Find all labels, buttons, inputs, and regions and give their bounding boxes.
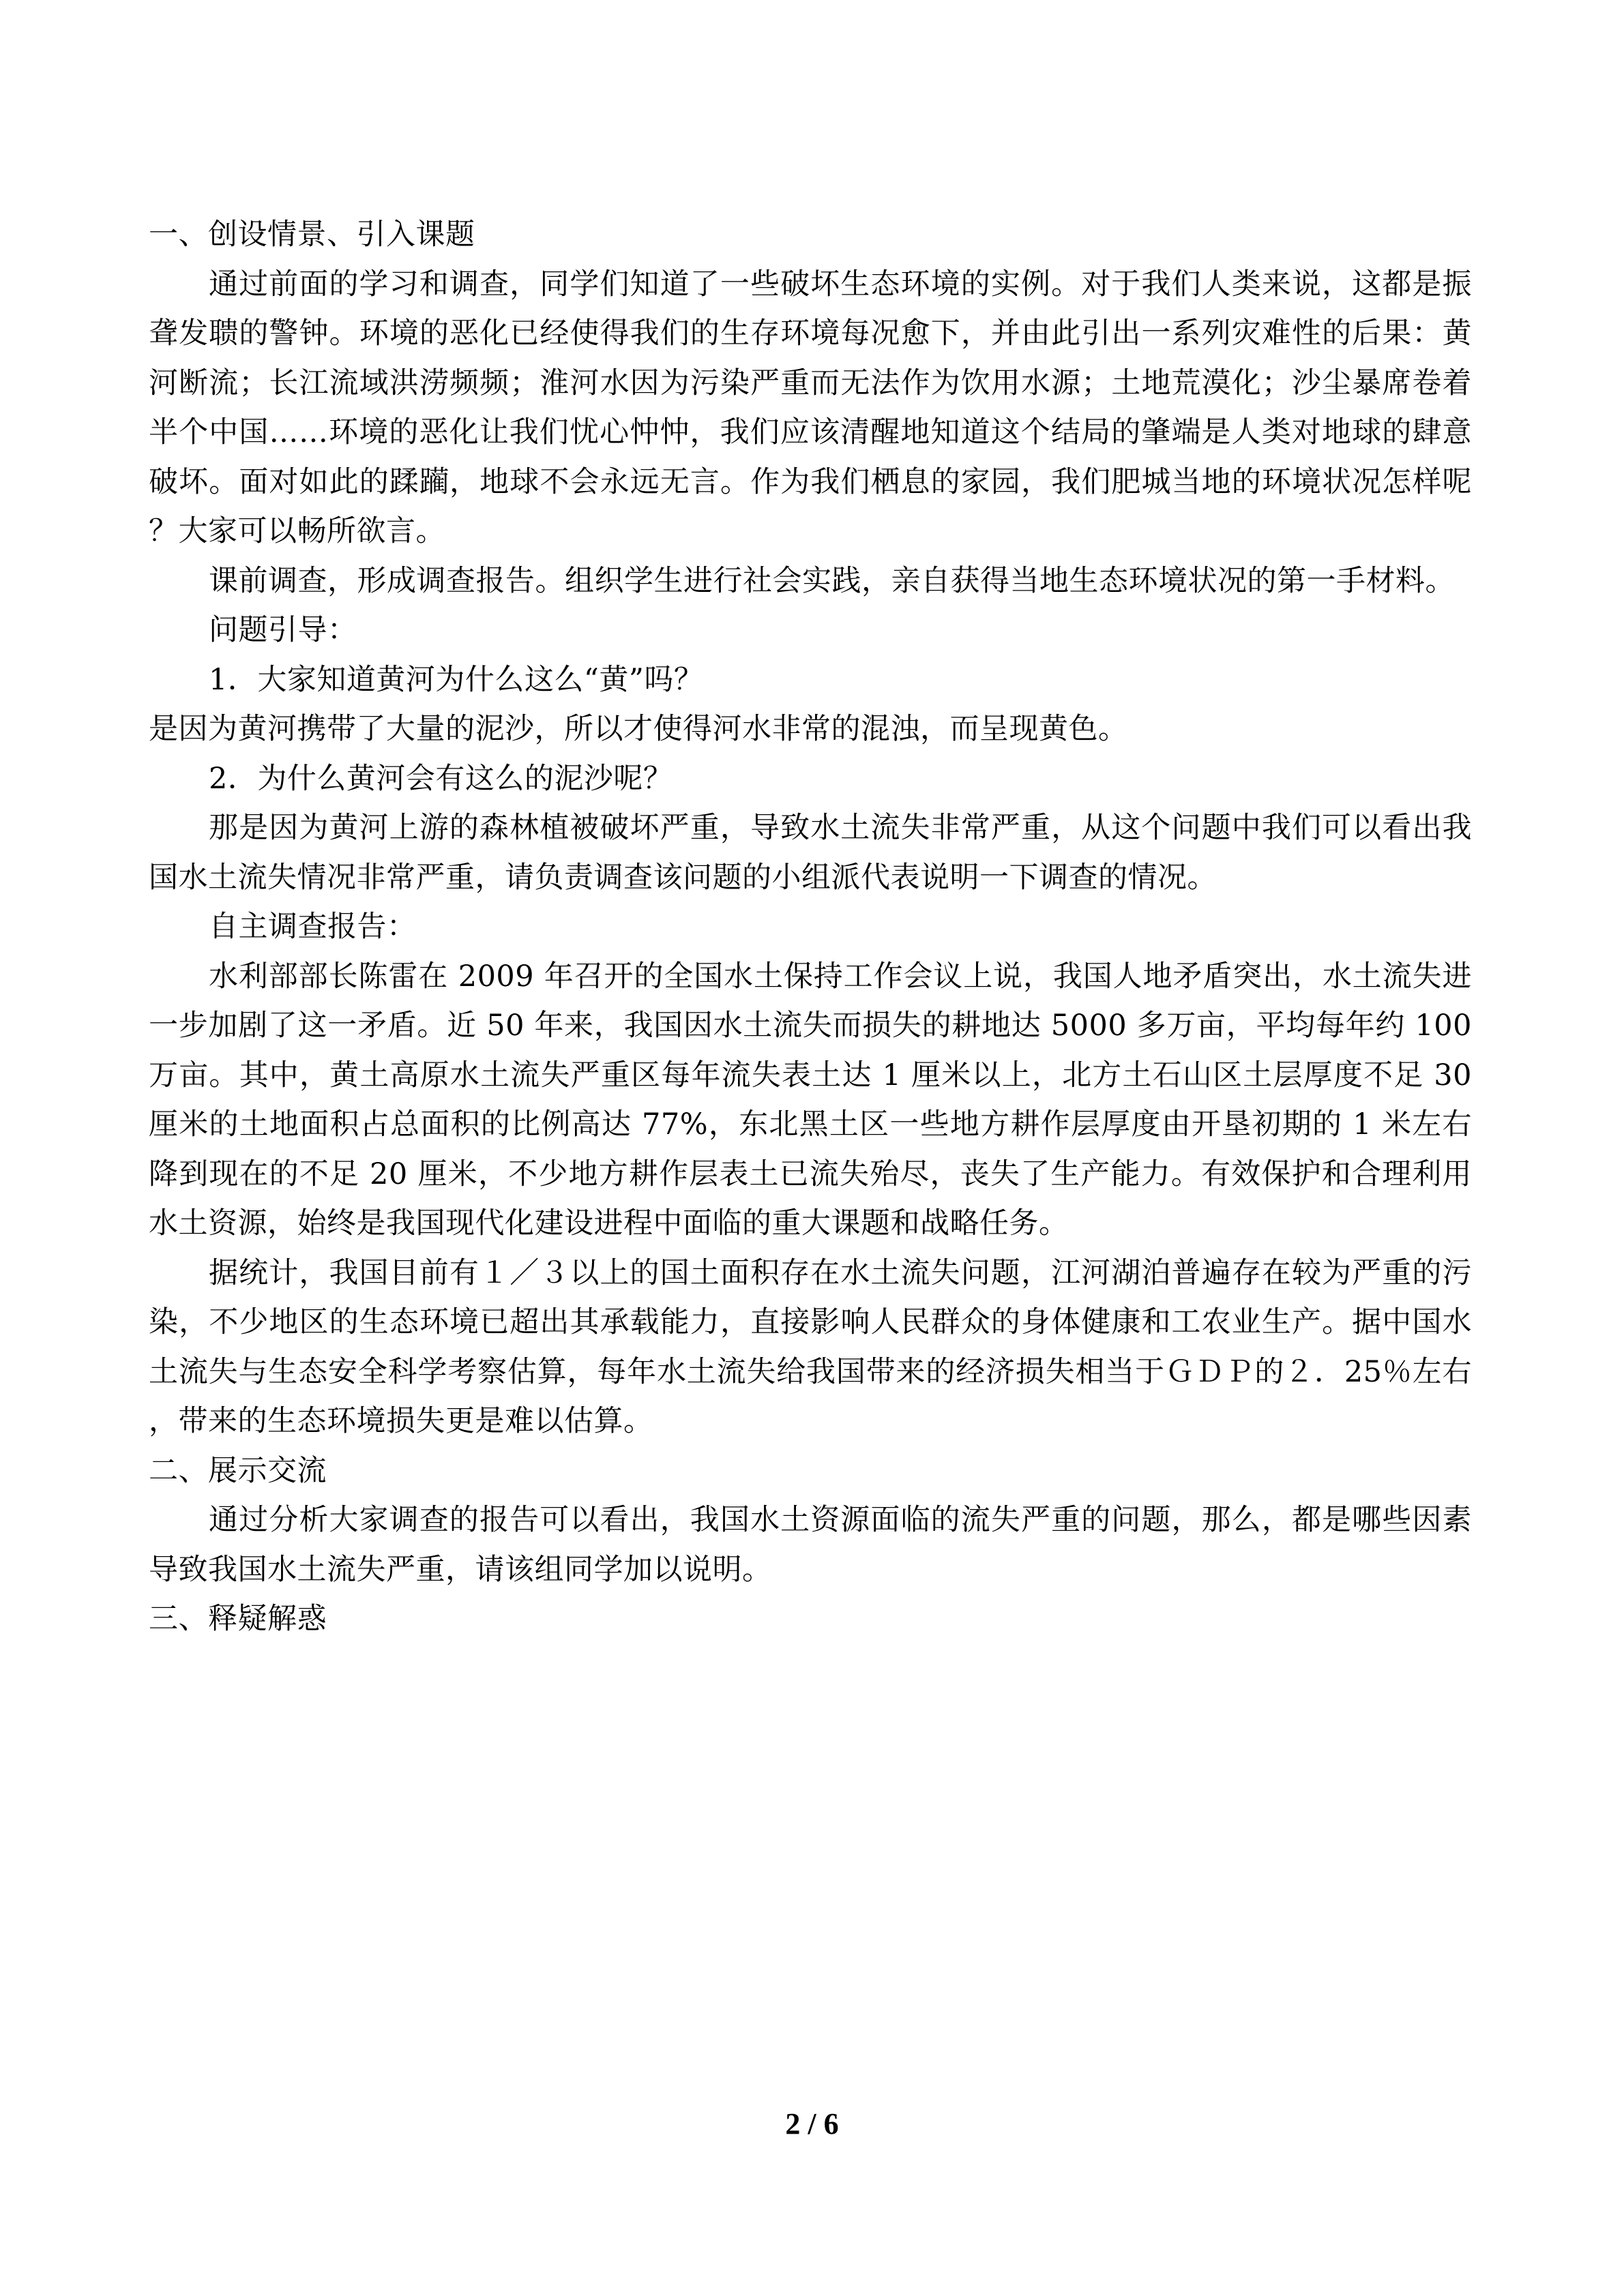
document-body (149, 210, 1472, 1644)
report-label: 自主调查报告： (209, 910, 417, 944)
answer-2: 那是因为黄河上游的森林植被破坏严重，导致水土流失非常严重，从这个问题中我们可以看出我国水土流失情况非常严重，请负责调查该问题的小组派代表说明一下调查的情况。 (149, 811, 1472, 895)
intro-paragraph: 通过前面的学习和调查，同学们知道了一些破坏生态环境的实例。对于我们人类来说，这都是振聋发聩的警钟。环境的恶化已经使得我们的生存环境每况愈下，并由此引出一系列灾难性的后果：黄河断流；长江流域洪涝频频；淮河水因为污染严重而无法作为饮用水源；土地荒漠化；沙尘暴席卷着半个中国……环境的恶化让我们忧心忡忡，我们应该清醒地知道这个结局的肇端是人类对地球的肆意破坏。面对如此的蹂躏，地球不会永远无言。作为我们栖息的家园，我们肥城当地的环境状况怎样呢？大家可以畅所欲言。 (149, 267, 1472, 548)
section-heading-2: 二、展示交流 (149, 1453, 327, 1488)
survey-paragraph: 课前调查，形成调查报告。组织学生进行社会实践，亲自获得当地生态环境状况的第一手材料。 (209, 563, 1455, 598)
question-1: 1．大家知道黄河为什么这么“黄”吗？ (209, 662, 704, 697)
page-number: 2 / 6 (785, 2107, 839, 2141)
exchange-paragraph: 通过分析大家调查的报告可以看出，我国水土资源面临的流失严重的问题，那么，都是哪些因素导致我国水土流失严重，请该组同学加以说明。 (149, 1503, 1472, 1587)
section-heading-1: 一、创设情景、引入课题 (149, 218, 475, 252)
question-guide-label: 问题引导： (209, 613, 357, 647)
report-paragraph-2: 据统计，我国目前有１／３以上的国土面积存在水土流失问题，江河湖泊普遍存在较为严重的污染，不少地区的生态环境已超出其承载能力，直接影响人民群众的身体健康和工农业生产。据中国水土流失与生态安全科学考察估算，每年水土流失给我国带来的经济损失相当于ＧＤＰ的２．25％左右，带来的生态环境损失更是难以估算。 (149, 1255, 1472, 1438)
report-paragraph-1: 水利部部长陈雷在 2009 年召开的全国水土保持工作会议上说，我国人地矛盾突出，水土流失进一步加剧了这一矛盾。近 50 年来，我国因水土流失而损失的耕地达 5000 多万亩，平均每年约 100 万亩。其中，黄土高原水土流失严重区每年流失表土达 1 厘米以上，北方土石山区土层厚度不足 30 厘米的土地面积占总面积的比例高达 77%，东北黑土区一些地方耕作层厚度由开垦初期的 1 米左右降到现在的不足 20 厘米，不少地方耕作层表土已流失殆尽，丧失了生产能力。有效保护和合理利用水土资源，始终是我国现代化建设进程中面临的重大课题和战略任务。 (149, 959, 1472, 1240)
answer-1: 是因为黄河携带了大量的泥沙，所以才使得河水非常的混浊，而呈现黄色。 (149, 712, 1128, 746)
question-2: 2．为什么黄河会有这么的泥沙呢？ (209, 761, 673, 796)
section-heading-3: 三、释疑解惑 (149, 1602, 327, 1636)
